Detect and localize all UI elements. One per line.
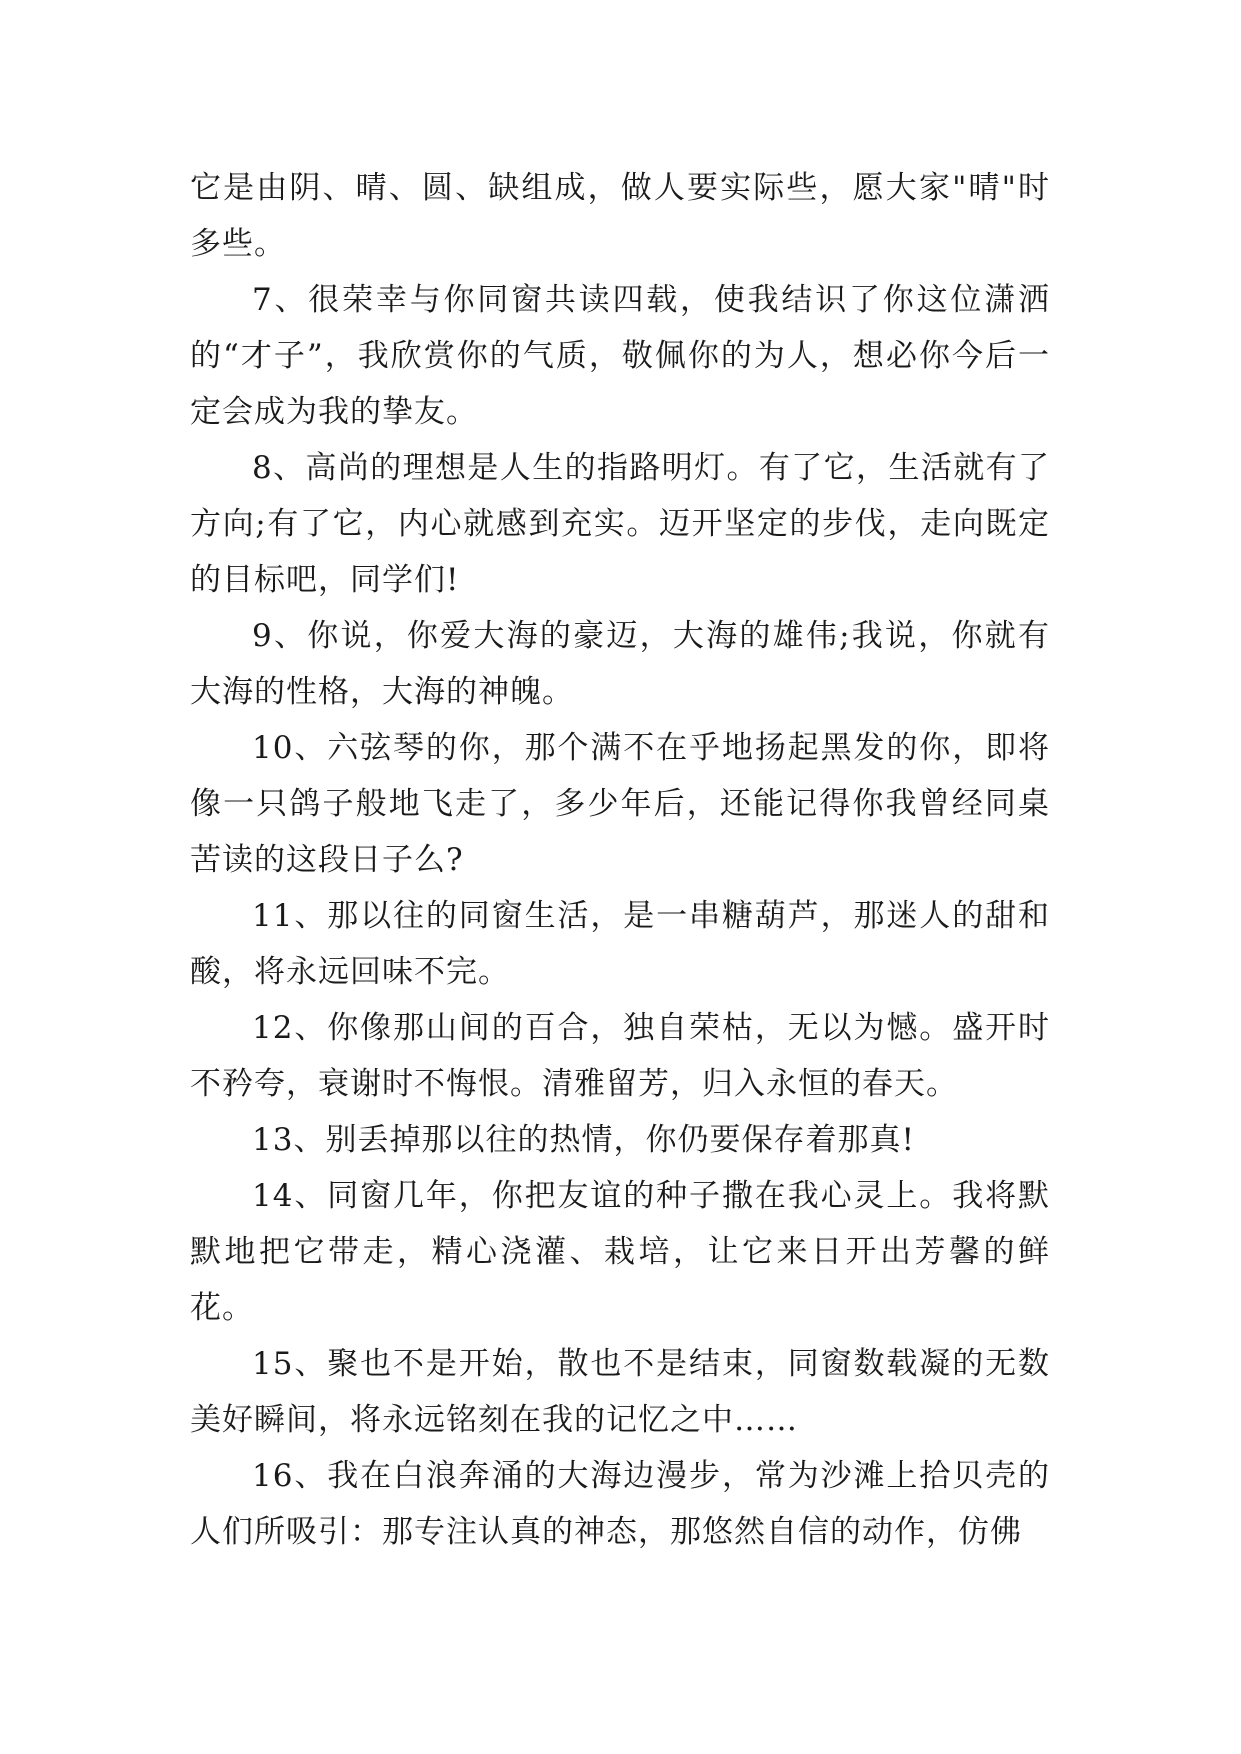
paragraph: 它是由阴、晴、圆、缺组成，做人要实际些，愿大家"晴"时多些。 (190, 170, 1050, 262)
paragraph: 15、聚也不是开始，散也不是结束，同窗数载凝的无数美好瞬间，将永远铭刻在我的记忆之中…… (190, 1346, 1050, 1438)
paragraph: 8、高尚的理想是人生的指路明灯。有了它，生活就有了方向;有了它，内心就感到充实。迈开坚定的步伐，走向既定的目标吧，同学们! (190, 450, 1050, 598)
paragraph: 13、别丢掉那以往的热情，你仍要保存着那真! (252, 1122, 915, 1158)
paragraph: 16、我在白浪奔涌的大海边漫步，常为沙滩上拾贝壳的人们所吸引：那专注认真的神态，那悠然自信的动作，仿佛 (190, 1458, 1050, 1550)
paragraph: 11、那以往的同窗生活，是一串糖葫芦，那迷人的甜和酸，将永远回味不完。 (190, 898, 1050, 990)
paragraph: 12、你像那山间的百合，独自荣枯，无以为憾。盛开时不矜夸，衰谢时不悔恨。清雅留芳，归入永恒的春天。 (190, 1010, 1050, 1102)
paragraph: 9、你说，你爱大海的豪迈，大海的雄伟;我说，你就有大海的性格，大海的神魄。 (190, 618, 1050, 710)
paragraph: 14、同窗几年，你把友谊的种子撒在我心灵上。我将默默地把它带走，精心浇灌、栽培，让它来日开出芳馨的鲜花。 (190, 1178, 1050, 1326)
document-body (190, 160, 1050, 1560)
paragraph: 7、很荣幸与你同窗共读四载，使我结识了你这位潇洒的“才子”，我欣赏你的气质，敬佩你的为人，想必你今后一定会成为我的挚友。 (190, 282, 1050, 430)
paragraph: 10、六弦琴的你，那个满不在乎地扬起黑发的你，即将像一只鸽子般地飞走了，多少年后，还能记得你我曾经同桌苦读的这段日子么? (190, 730, 1050, 878)
